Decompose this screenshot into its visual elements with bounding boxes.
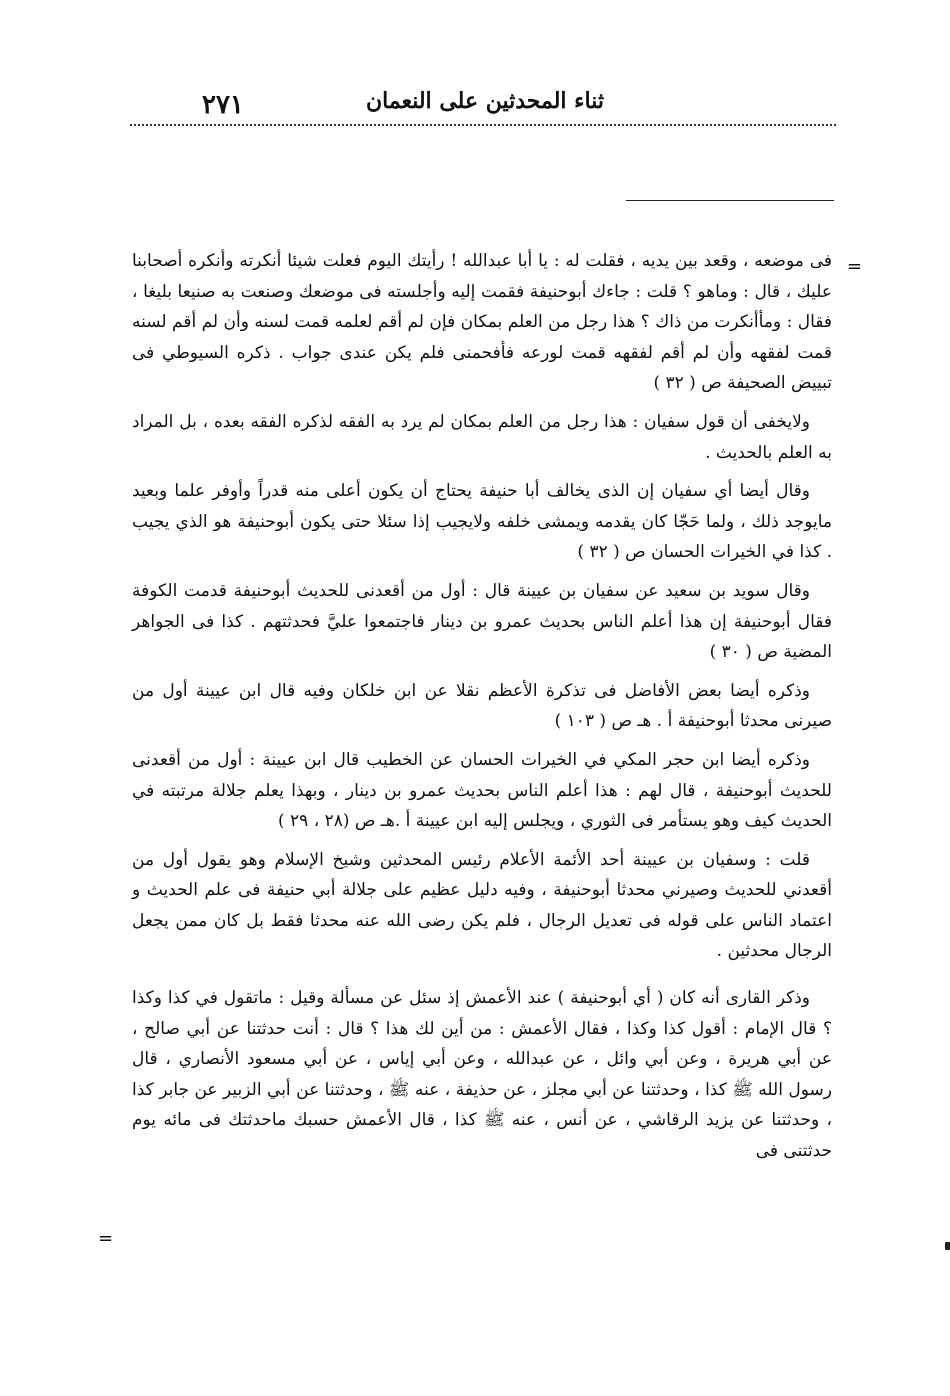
paragraph-3: وقال أيضا أي سفيان إن الذى يخالف أبا حنيفة يحتاج أن يكون أعلى منه قدراً وأوفر علما وبعيد مايوجد ذلك ، ولما حَجّا كان يقدمه ويمشى خلفه ولايجيب إذا سئلا حتى يكون أبوحنيفة هو الذي يجيب . كذا في الخيرات الحسان ص ( ٣٢ ) (132, 481, 832, 563)
paragraph-6: وذكره أيضا ابن حجر المكي في الخيرات الحسان عن الخطيب قال ابن عيينة : أول من أقعدنى للحديث أبوحنيفة ، قال لهم : هذا أعلم الناس بحديث عمرو بن دينار ، وبهذا يعلم جلالة مرتبته في الحديث كيف وهو يستأمر فى الثوري ، ويجلس إليه ابن عيينة أ .هـ ص (٢٨ ، ٢٩ ) (132, 749, 832, 832)
paragraph-2: ولايخفى أن قول سفيان : هذا رجل من العلم بمكان لم يرد به الفقه لذكره الفقه بعده ، بل المراد به العلم بالحديث . (132, 411, 832, 463)
paragraph-8: وذكر القارى أنه كان ( أي أبوحنيفة ) عند الأعمش إذ سئل عن مسألة وقيل : ماتقول في كذا وكذا ؟ قال الإمام : أقول كذا وكذا ، فقال الأعمش : من أين لك هذا ؟ قال : أنت حدثتنا عن أبي صالح ، عن أبي هريرة ، وعن أبي وائل ، عن عبدالله ، وعن أبي إياس ، عن أبي مسعود الأنصاري ، قال رسول الله ﷺ كذا ، وحدثتنا عن أبي مجلز ، عن حذيفة ، عنه ﷺ ، وحدثتنا عن أبي الزبير عن جابر كذا ، وحدثتنا عن يزيد الرقاشي ، عن أنس ، عنه ﷺ كذا ، قال الأعمش حسبك ماحدثتك فى مائه يوم حدثتنى فى (132, 988, 832, 1162)
continuation-marker-bottom: = (98, 1228, 114, 1249)
header-dotted-rule (130, 124, 836, 126)
scan-edge-mark (945, 1242, 950, 1250)
footnote-text-block (132, 246, 832, 1175)
running-head-title: ثناء المحدثين على النعمان (366, 88, 604, 114)
paragraph-1: فى موضعه ، وقعد بين يديه ، فقلت له : يا أبا عبدالله ! رأيتك اليوم فعلت شيئا أنكرته وأنكره أصحابنا عليك ، قال : وماهو ؟ قلت : جاءك أبوحنيفة فقمت إليه وأجلسته فى موضعك وصنعت به صنيعا بليغا ، فقال : ومأأنكرت من ذاك ؟ هذا رجل من العلم بمكان فإن لم أقم لعلمه قمت لسنه وأن لم أقم لسنه قمت لفقهه وأن لم أقم لفقهه قمت لورعه فأفحمنى فلم يكن عندى جواب . ذكره السيوطي فى تبييض الصحيفة ص ( ٣٢ ) (132, 251, 832, 394)
continuation-marker-top: = (846, 256, 862, 277)
paragraph-4: وقال سويد بن سعيد عن سفيان بن عيينة قال : أول من أقعدنى للحديث أبوحنيفة قدمت الكوفة فقال أبوحنيفة إن هذا أعلم الناس بحديث عمرو بن دينار فاجتمعوا عليَّ فحدثتهم . كذا فى الجواهر المضية ص ( ٣٠ ) (132, 580, 832, 663)
running-head (130, 88, 836, 128)
paragraph-7: قلت : وسفيان بن عيينة أحد الأئمة الأعلام رئيس المحدثين وشيخ الإسلام وهو يقول أول من أقعدني للحديث وصيرني محدثا أبوحنيفة ، وفيه دليل عظيم على جلالة أبي حنيفة فى علم الحديث و اعتماد الناس على قوله فى تعديل الرجال ، فلم يكن رضى الله عنه محدثا فقط بل كان ممن يجعل الرجال محدثين . (132, 849, 832, 962)
page-number: ٢٧١ (202, 90, 244, 120)
footnote-separator-rule (626, 200, 834, 201)
paragraph-5: وذكره أيضا بعض الأفاضل فى تذكرة الأعظم نقلا عن ابن خلكان وفيه قال ابن عيينة أول من صيرنى محدثا أبوحنيفة أ . هـ ص ( ١٠٣ ) (132, 680, 832, 732)
